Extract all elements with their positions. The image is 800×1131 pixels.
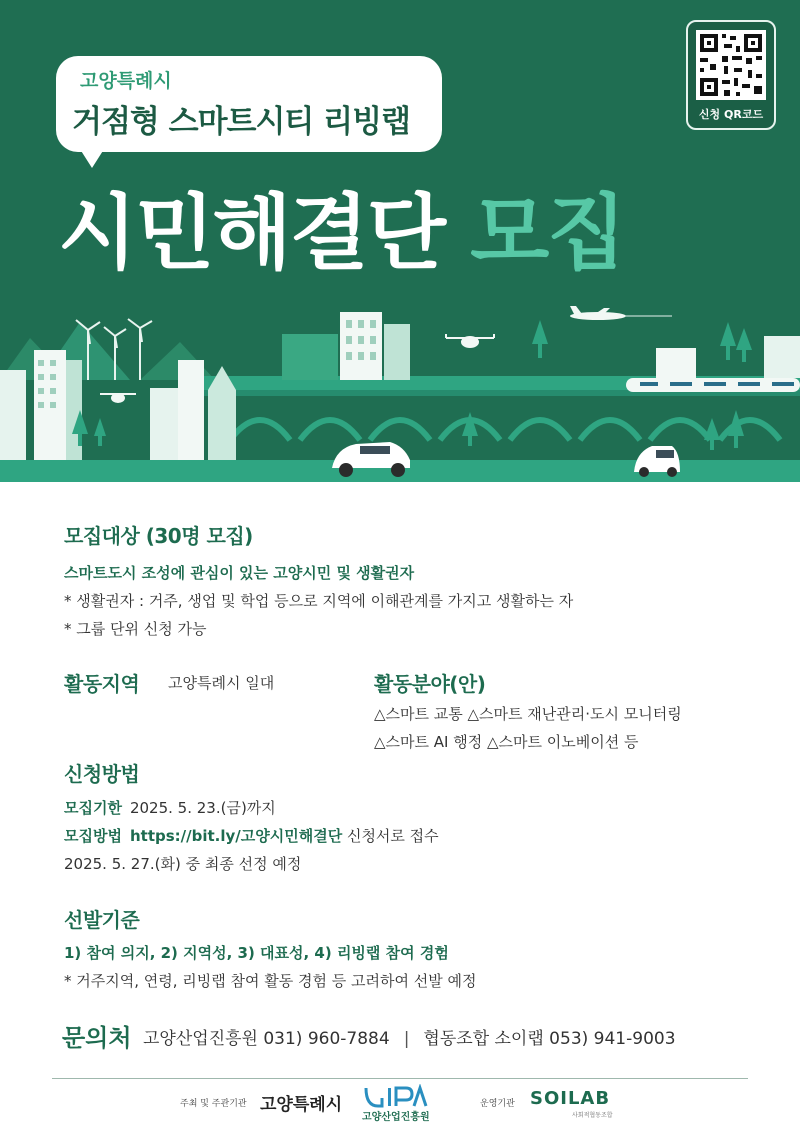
- apply-title: 신청방법: [64, 762, 140, 786]
- criteria-note: * 거주지역, 연령, 리빙랩 참여 활동 경험 등 고려하여 선발 예정: [64, 972, 477, 990]
- qr-code-icon[interactable]: [696, 30, 766, 100]
- apply-method: [64, 825, 439, 846]
- recruit-note-1: * 생활권자 : 거주, 생업 및 학업 등으로 지역에 이해관계를 가지고 생활하는 자: [64, 592, 574, 610]
- qr-code-box[interactable]: [686, 20, 776, 130]
- apply-link[interactable]: https://bit.ly/고양시민해결단: [129, 827, 343, 845]
- field-line-2: △스마트 AI 행정 △스마트 이노베이션 등: [374, 733, 639, 751]
- contact-org-1: 고양산업진흥원 031) 960-7884: [143, 1029, 390, 1049]
- gipa-name: 고양산업진흥원: [362, 1112, 430, 1123]
- criteria-title: 선발기준: [64, 908, 140, 932]
- field-line-1: △스마트 교통 △스마트 재난관리·도시 모니터링: [374, 705, 682, 723]
- footer-divider: [52, 1078, 748, 1079]
- area-title: 활동지역: [64, 672, 140, 696]
- host-label: 주최 및 주관기관: [180, 1099, 247, 1109]
- apply-deadline-label: 모집기한: [64, 799, 122, 817]
- recruit-note-2: * 그룹 단위 신청 가능: [64, 620, 207, 638]
- program-name: 거점형 스마트시티 리빙랩: [72, 104, 410, 140]
- qr-code-label: 신청 QR코드: [698, 108, 764, 121]
- contact-org-2: 협동조합 소이랩 053) 941-9003: [423, 1029, 676, 1049]
- hero-banner: [0, 0, 800, 482]
- contact-title: 문의처: [62, 1024, 132, 1052]
- recruit-title: 모집대상 (30명 모집): [64, 524, 253, 548]
- main-title-accent: 모집: [470, 186, 625, 281]
- operator-label: 운영기관: [480, 1099, 515, 1109]
- speech-bubble-tail: [78, 146, 106, 168]
- contact-line: [143, 1024, 676, 1049]
- area-value: 고양특례시 일대: [168, 674, 275, 692]
- apply-deadline: [64, 797, 276, 818]
- smart-city-illustration: [0, 300, 800, 482]
- criteria-main: 1) 참여 의지, 2) 지역성, 3) 대표성, 4) 리빙랩 참여 경험: [64, 944, 449, 962]
- main-title-text: 시민해결단: [58, 186, 445, 281]
- contact-separator: |: [403, 1029, 410, 1049]
- field-title: 활동분야(안): [374, 672, 486, 696]
- apply-final: 2025. 5. 27.(화) 중 최종 선정 예정: [64, 855, 302, 873]
- recruit-target: 스마트도시 조성에 관심이 있는 고양시민 및 생활권자: [64, 564, 415, 582]
- host-logo: 고양특례시: [260, 1095, 343, 1115]
- hero-city-name: 고양특례시: [80, 70, 172, 92]
- soilab-subtitle: 사회적협동조합: [572, 1112, 613, 1119]
- apply-method-label: 모집방법: [64, 827, 122, 845]
- apply-method-tail: 신청서로 접수: [342, 827, 439, 845]
- apply-deadline-value: 2025. 5. 23.(금)까지: [129, 799, 276, 817]
- soilab-logo: SOILAB: [530, 1088, 611, 1109]
- main-title: [58, 168, 625, 285]
